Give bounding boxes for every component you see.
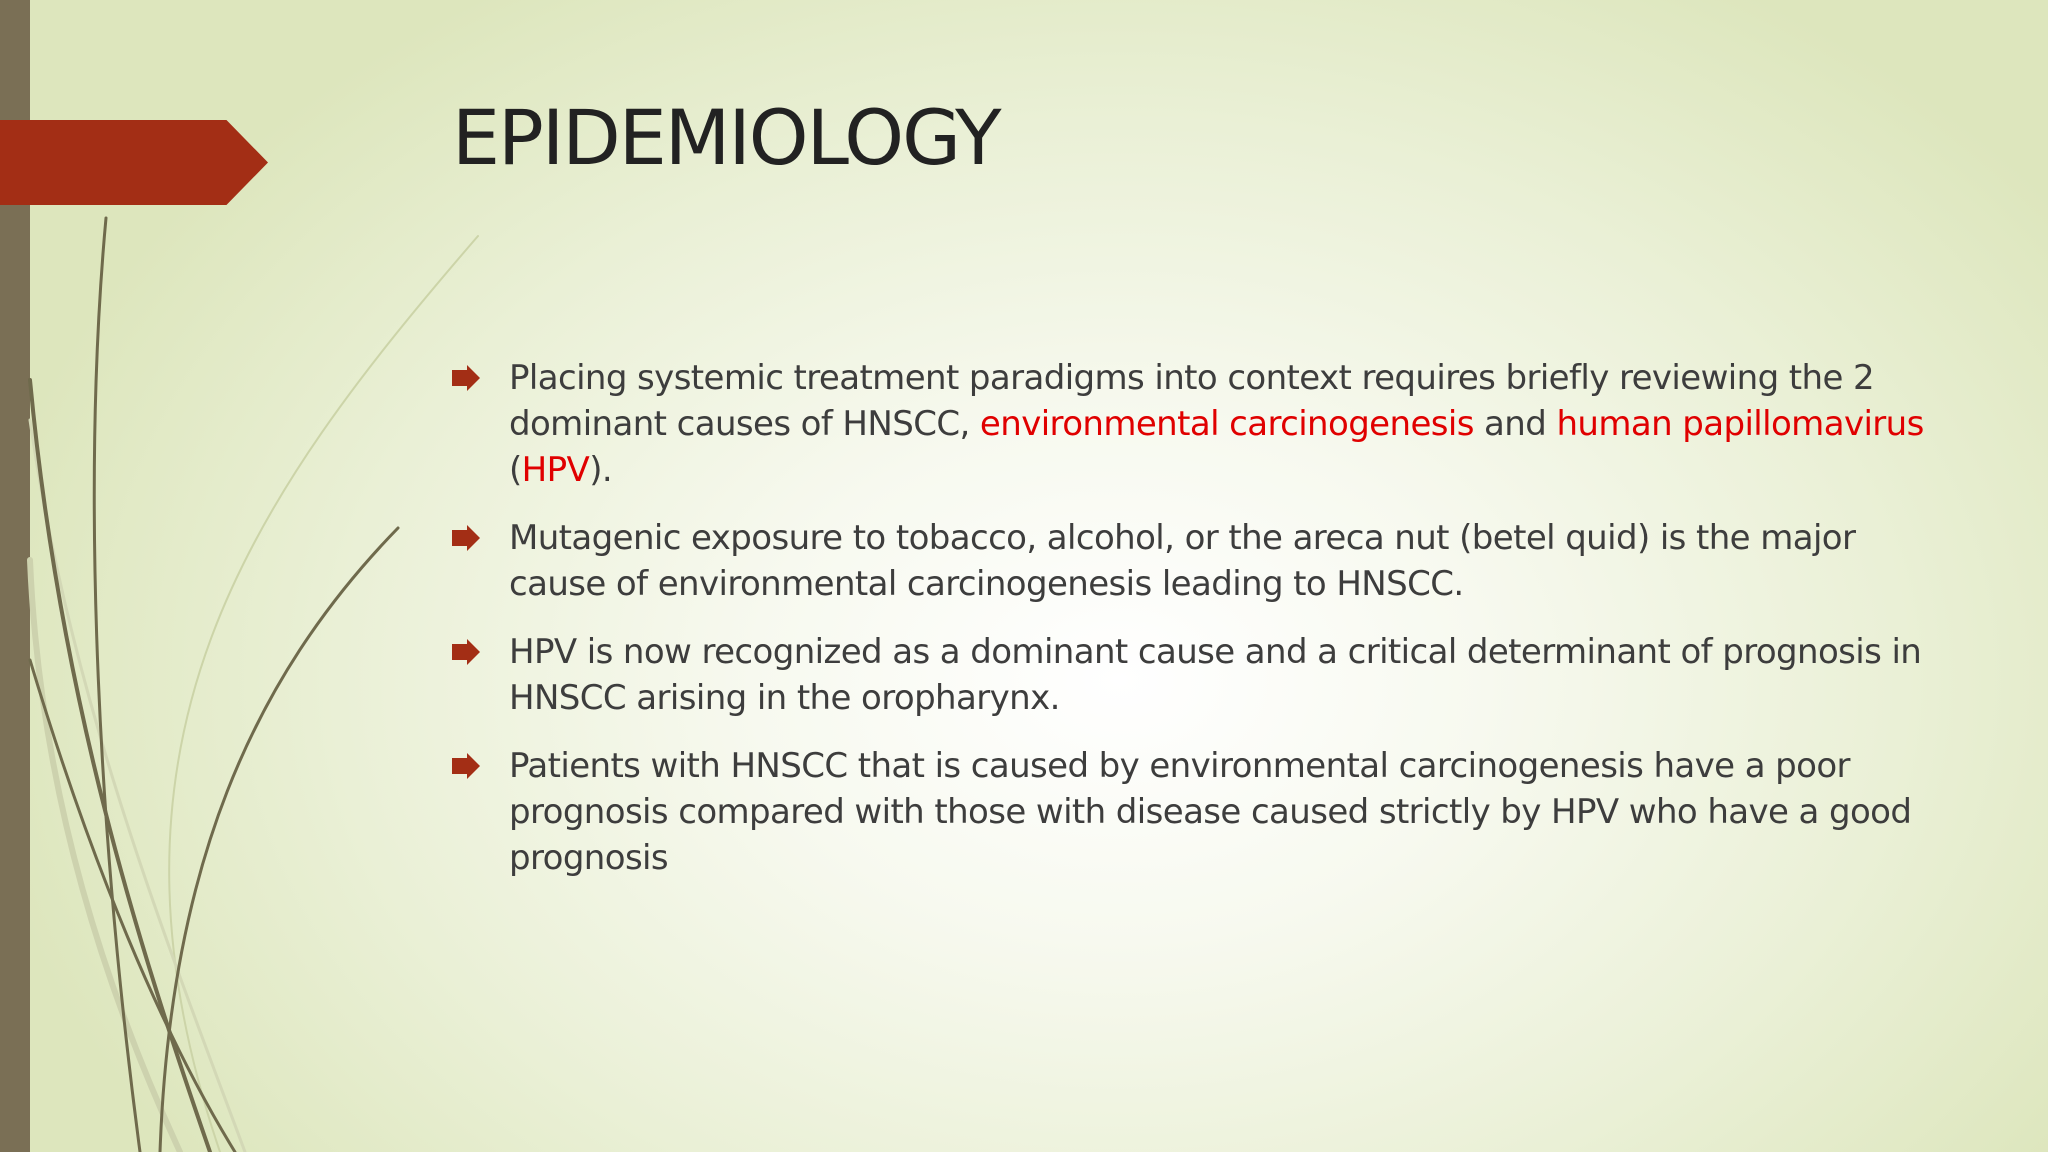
bullet-item bbox=[452, 629, 1932, 721]
bullet-text: Placing systemic treatment paradigms into context requires briefly reviewing the 2 dominant causes of HNSCC, bbox=[509, 358, 1875, 444]
bullet-item bbox=[452, 743, 1932, 881]
decor-curve-light-3 bbox=[30, 420, 245, 1152]
highlight-term: human papillomavirus bbox=[1556, 404, 1924, 444]
bullet-text: ( bbox=[509, 450, 522, 490]
bullet-arrow-icon bbox=[452, 753, 480, 779]
bullet-arrow-icon bbox=[452, 365, 480, 391]
decor-curve-light-1 bbox=[169, 236, 478, 1152]
decor-curve-light-2 bbox=[30, 560, 180, 1152]
decor-curve-dark-2 bbox=[30, 380, 210, 1152]
bullet-list bbox=[452, 355, 1932, 903]
bullet-text: HPV is now recognized as a dominant cause and a critical determinant of prognosis in HNSCC arising in the oropharynx. bbox=[509, 632, 1922, 718]
bullet-arrow-icon bbox=[452, 525, 480, 551]
highlight-term: environmental carcinogenesis bbox=[979, 404, 1474, 444]
decor-curve-dark-1 bbox=[94, 218, 140, 1152]
highlight-term: HPV bbox=[521, 450, 590, 490]
bullet-text: and bbox=[1473, 404, 1557, 444]
bullet-item bbox=[452, 355, 1932, 493]
bullet-item bbox=[452, 515, 1932, 607]
slide-title: EPIDEMIOLOGY bbox=[452, 93, 1000, 182]
bullet-text: Mutagenic exposure to tobacco, alcohol, or the areca nut (betel quid) is the major cause of environmental carcinogenesis leading to HNSCC. bbox=[509, 518, 1856, 604]
bullet-arrow-icon bbox=[452, 639, 480, 665]
bullet-text: ). bbox=[589, 450, 613, 490]
bullet-text: Patients with HNSCC that is caused by environmental carcinogenesis have a poor prognosis compared with those with disease caused strictly by HPV who have a good prognosis bbox=[509, 746, 1912, 878]
decor-curve-dark-3 bbox=[160, 528, 398, 1152]
title-arrow-accent bbox=[0, 120, 268, 205]
